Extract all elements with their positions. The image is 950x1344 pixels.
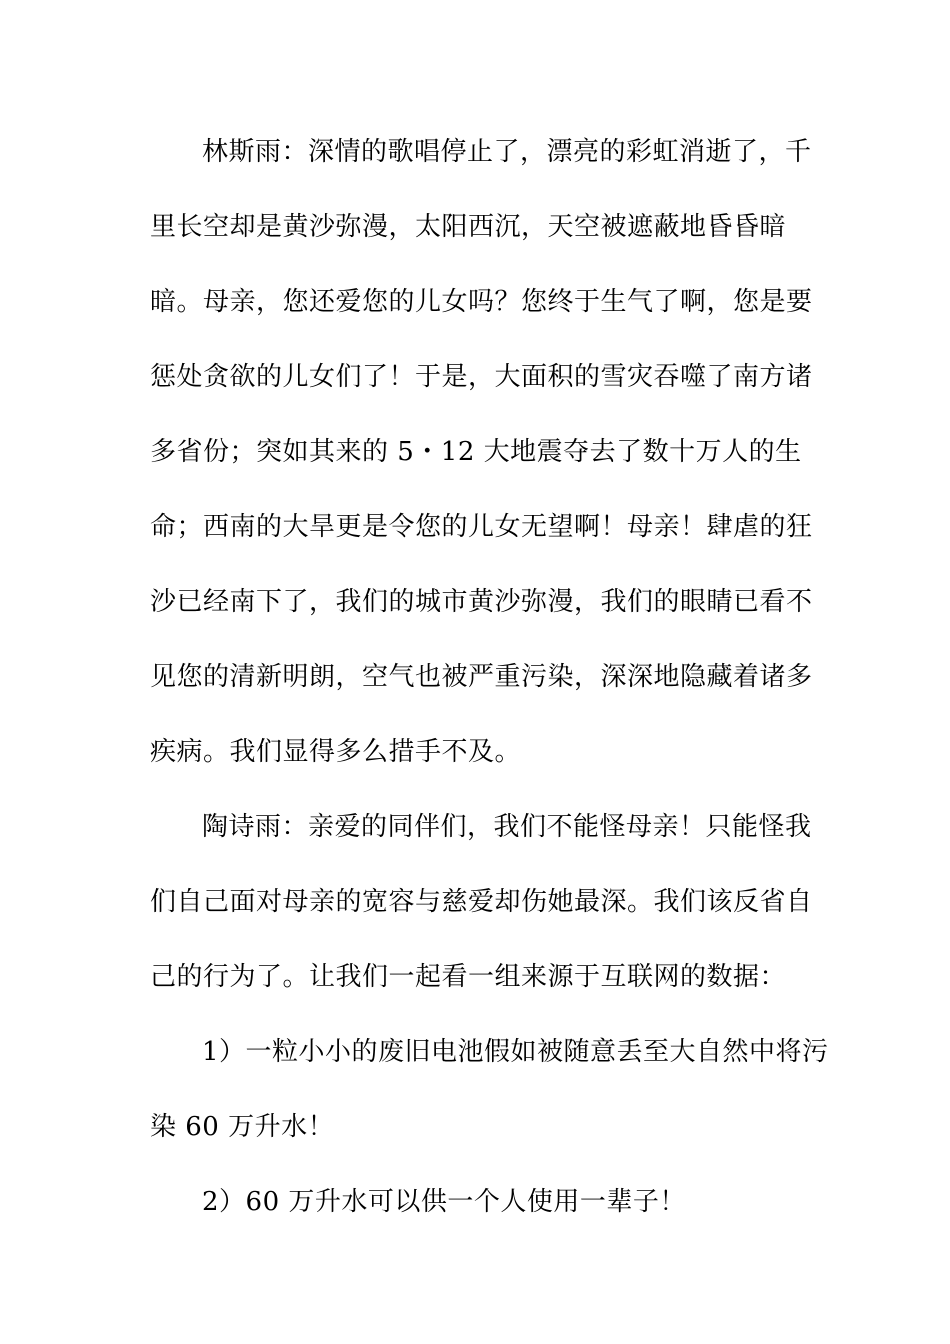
paragraph-line: 林斯雨：深情的歌唱停止了，漂亮的彩虹消逝了，千 [202, 137, 812, 167]
list-item-water-lifetime [150, 1165, 810, 1240]
paragraph-line: 己的行为了。让我们一起看一组来源于互联网的数据： [150, 962, 787, 992]
paragraph-lin-siyu [150, 115, 813, 790]
paragraph-line: 1）一粒小小的废旧电池假如被随意丢至大自然中将污 [202, 1037, 829, 1067]
list-item-battery-pollution [150, 1015, 829, 1165]
paragraph-line: 里长空却是黄沙弥漫，太阳西沉，天空被遮蔽地昏昏暗 [150, 212, 787, 242]
paragraph-tao-shiyu [150, 790, 813, 1015]
paragraph-line: 2）60 万升水可以供一个人使用一辈子！ [202, 1187, 686, 1217]
paragraph-line: 暗。母亲，您还爱您的儿女吗？您终于生气了啊，您是要 [150, 287, 813, 317]
paragraph-line: 见您的清新明朗，空气也被严重污染，深深地隐藏着诸多 [150, 662, 813, 692]
paragraph-line: 多省份；突如其来的 5・12 大地震夺去了数十万人的生 [150, 437, 802, 467]
paragraph-line: 们自己面对母亲的宽容与慈爱却伤她最深。我们该反省自 [150, 887, 813, 917]
paragraph-line: 染 60 万升水！ [150, 1112, 335, 1142]
paragraph-line: 命；西南的大旱更是令您的儿女无望啊！母亲！肆虐的狂 [150, 512, 813, 542]
paragraph-line: 惩处贪欲的儿女们了！于是，大面积的雪灾吞噬了南方诸 [150, 362, 813, 392]
document-body [150, 115, 829, 1240]
paragraph-line: 陶诗雨：亲爱的同伴们，我们不能怪母亲！只能怪我 [202, 812, 812, 842]
paragraph-line: 沙已经南下了，我们的城市黄沙弥漫，我们的眼睛已看不 [150, 587, 813, 617]
paragraph-line: 疾病。我们显得多么措手不及。 [150, 737, 522, 767]
